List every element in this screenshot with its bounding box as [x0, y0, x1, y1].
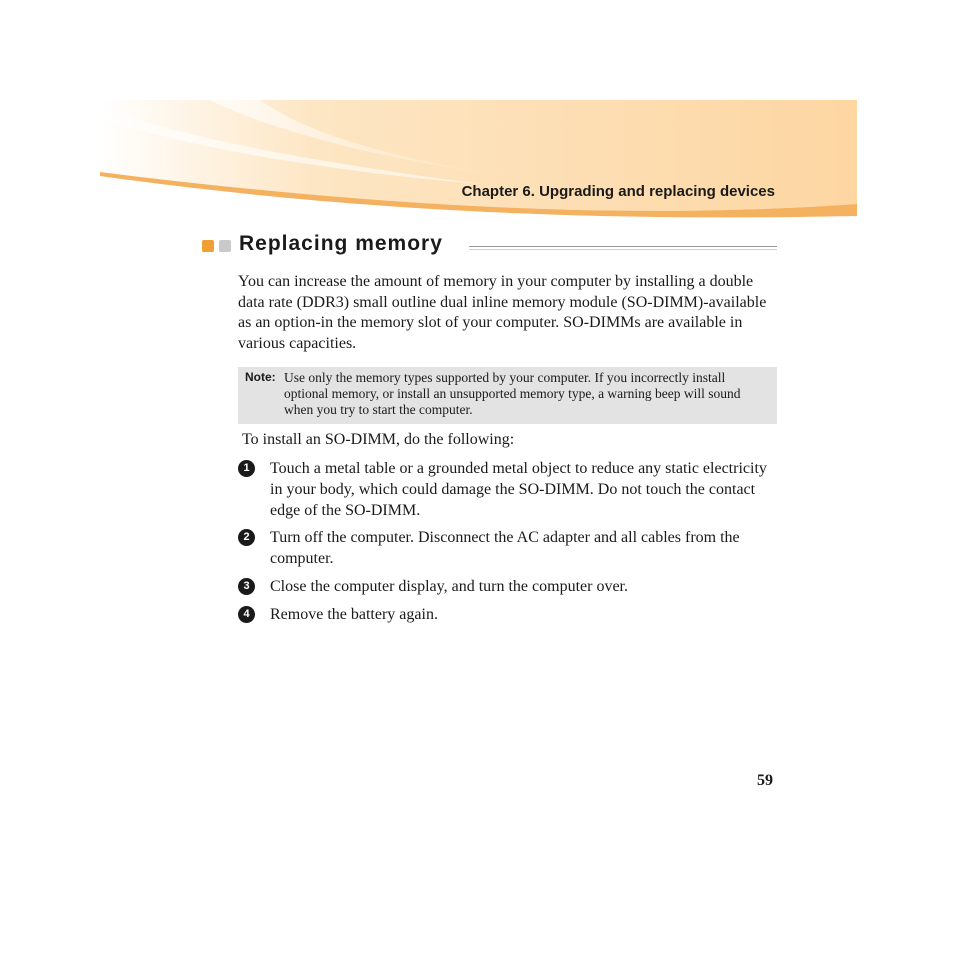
- section-heading: [202, 232, 777, 260]
- step-number-icon: 3: [238, 578, 255, 595]
- orange-square-icon: [202, 240, 214, 252]
- note-label: Note:: [245, 370, 276, 384]
- step-text: Remove the battery again.: [270, 606, 438, 623]
- section-title: Replacing memory: [239, 232, 443, 255]
- chapter-banner: [100, 100, 857, 218]
- heading-rule: [469, 246, 777, 250]
- step-number-icon: 1: [238, 460, 255, 477]
- gray-square-icon: [219, 240, 231, 252]
- banner-graphic: [100, 100, 857, 218]
- step-text: Turn off the computer. Disconnect the AC adapter and all cables from the computer.: [270, 529, 740, 567]
- intro-paragraph: You can increase the amount of memory in your computer by installing a double data rate (DDR3) small outline dual inline memory module (SO-DIMM)-available as an option-in the memory slot of your computer. SO-DIMMs are available in various capacities.: [238, 273, 767, 352]
- step-number-icon: 4: [238, 606, 255, 623]
- note-box: [238, 367, 777, 424]
- step-text: Close the computer display, and turn the computer over.: [270, 578, 628, 595]
- chapter-title: Chapter 6. Upgrading and replacing devices: [461, 183, 775, 200]
- note-text: Use only the memory types supported by your computer. If you incorrectly install optional memory, or install an unsupported memory type, a warning beep will sound when you try to start the computer.: [284, 370, 741, 417]
- step-number-icon: 2: [238, 529, 255, 546]
- step-text: Touch a metal table or a grounded metal object to reduce any static electricity in your body, which could damage the SO-DIMM. Do not touch the contact edge of the SO-DIMM.: [270, 460, 767, 519]
- instruction-text: To install an SO-DIMM, do the following:: [242, 431, 515, 448]
- page-number: 59: [757, 772, 773, 789]
